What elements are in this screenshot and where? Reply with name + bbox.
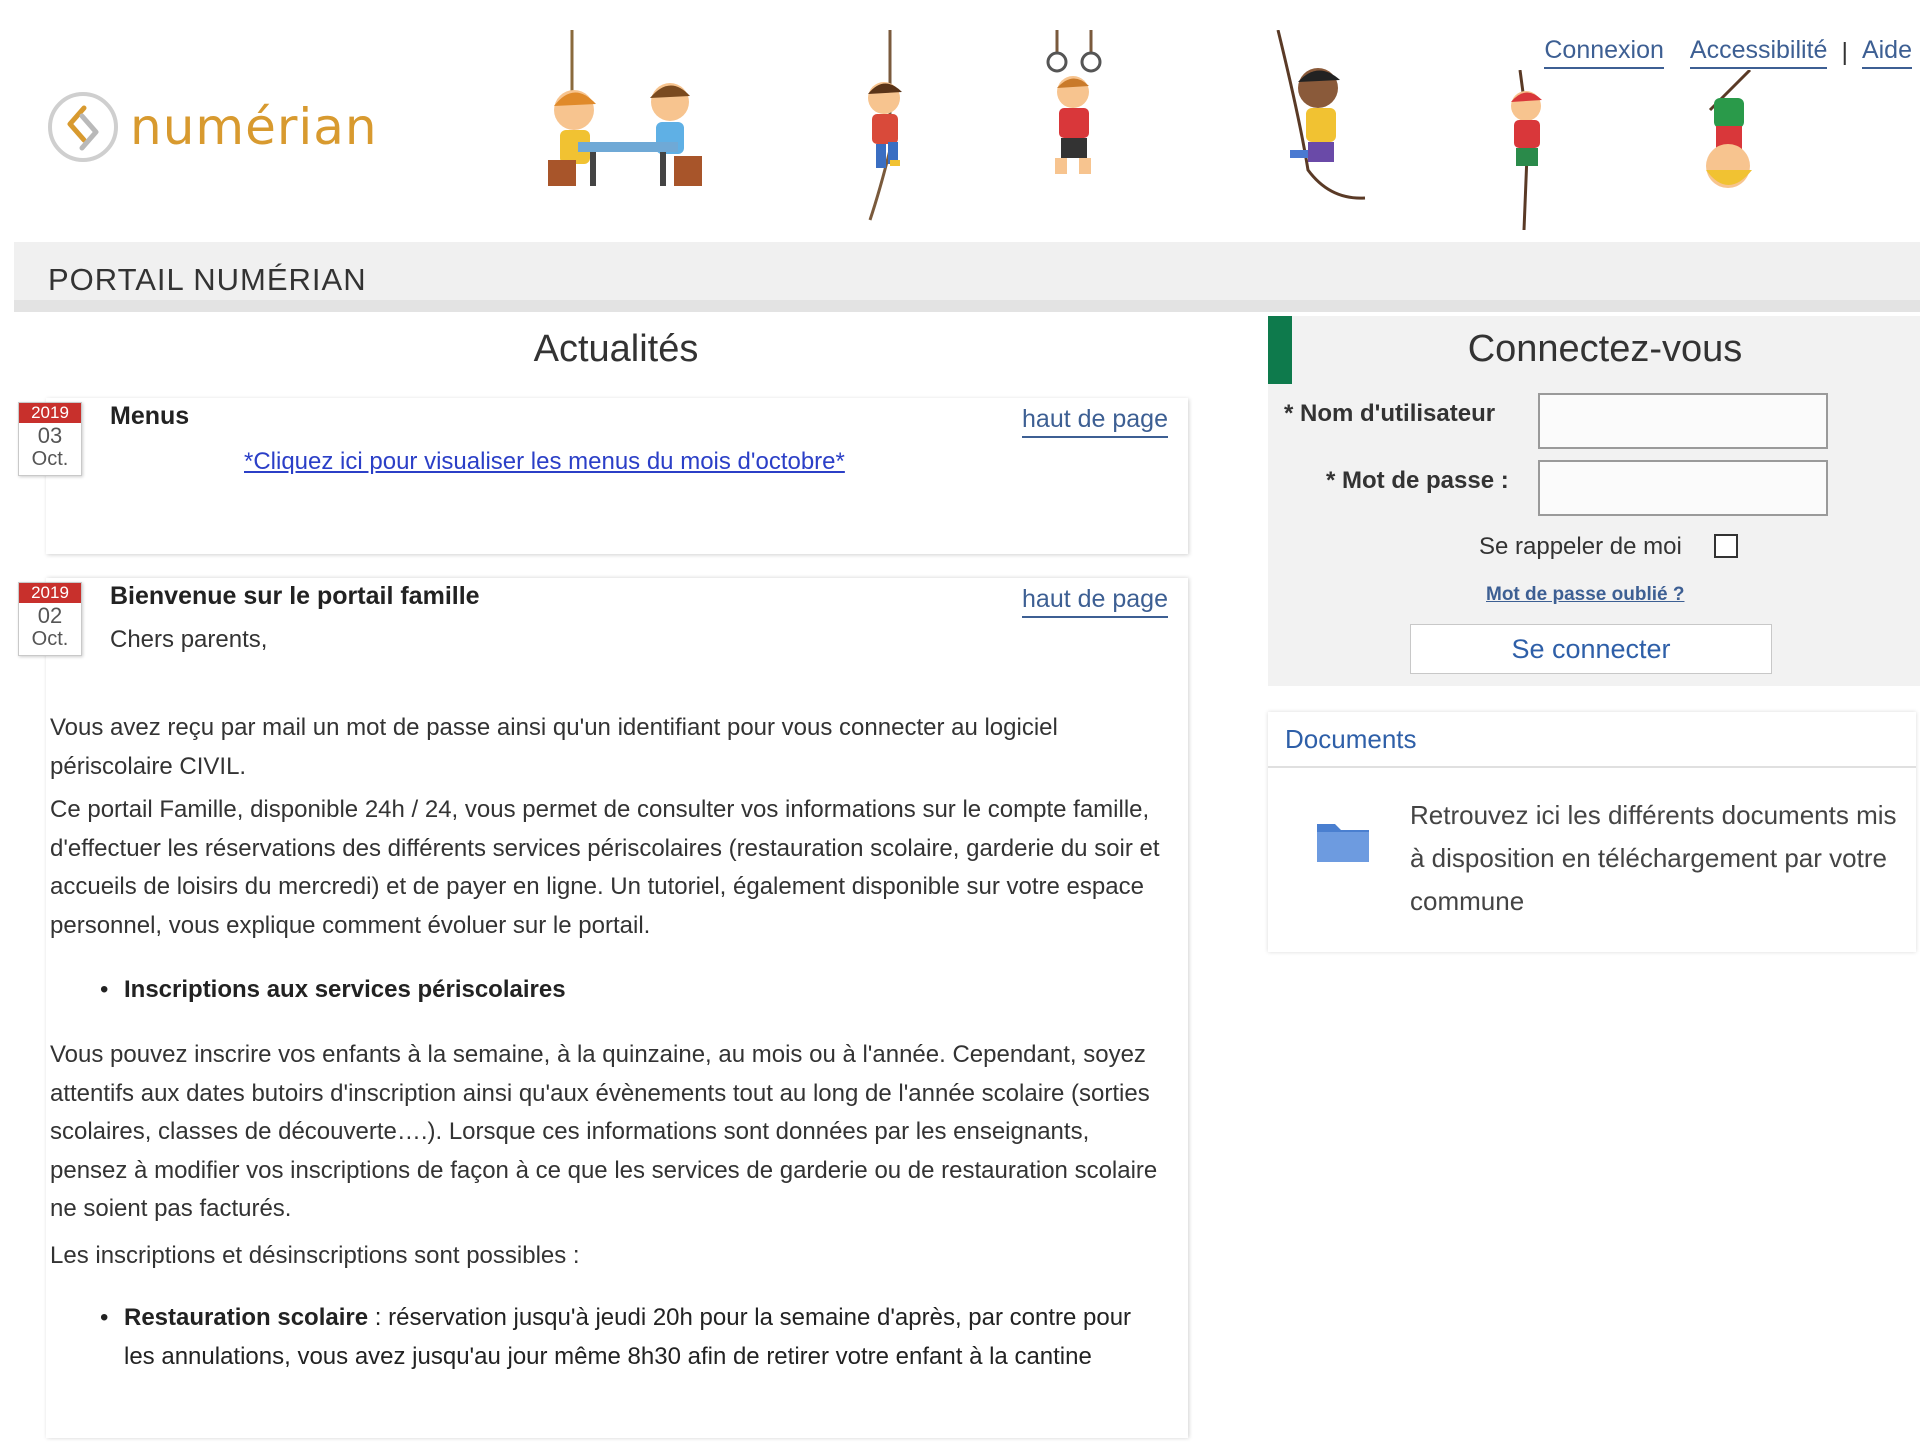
paragraph: Ce portail Famille, disponible 24h / 24, vous permet de consulter vos informations sur le compte famille, d'effectuer les réservations des différents services périscolaires (restauration scolaire, garderie du soir et accueils de loisirs du mercredi) et de payer en ligne. Un tutoriel, également disponible sur votre espace personnel, vous explique comment évoluer sur le portail. [50, 796, 1160, 939]
bullet-text: : réservation jusqu'à jeudi 20h pour la semaine d'après, par contre pour les annulations, vous avez jusqu'au jour même 8h30 afin de retirer votre enfant à la cantine [124, 1304, 1132, 1370]
greeting-text: Chers parents, [110, 626, 268, 653]
date-month: Oct. [31, 448, 69, 470]
portal-title: PORTAIL NUMÉRIAN [48, 262, 367, 297]
bullet-heading: Inscriptions aux services périscolaires [124, 976, 566, 1003]
link-separator: | [1841, 38, 1848, 66]
login-link[interactable]: Connexion [1544, 36, 1664, 69]
back-to-top-link[interactable]: haut de page [1022, 585, 1168, 618]
news-title: Bienvenue sur le portail famille [110, 582, 480, 610]
paragraph: Vous pouvez inscrire vos enfants à la semaine, à la quinzaine, au mois ou à l'année. Cependant, soyez attentifs aux dates butoirs d'inscription ainsi qu'aux évènements tout au long de l'année scolaire (sorties scolaires, classes de découverte….). Lorsque ces informations sont données par les enseignants, pensez à modifier vos inscriptions de façon à ce que les services de garderie ou de restauration scolaire ne soient pas facturés. [50, 1041, 1158, 1222]
documents-title[interactable]: Documents [1285, 724, 1417, 754]
logo-text: numérian [130, 98, 378, 156]
date-year: 2019 [19, 403, 81, 423]
username-input[interactable] [1538, 393, 1828, 449]
remember-me-checkbox[interactable] [1714, 534, 1738, 558]
top-links [1544, 36, 1912, 69]
paragraph: Les inscriptions et désinscriptions sont possibles : [50, 1242, 580, 1269]
news-heading: Actualités [533, 328, 699, 370]
news-title: Menus [110, 402, 190, 430]
date-day: 03 [37, 423, 63, 448]
date-year: 2019 [19, 583, 81, 603]
password-label: * Mot de passe : [1326, 467, 1509, 494]
kid-rope-small-illustration [1490, 70, 1570, 230]
help-link[interactable]: Aide [1862, 36, 1912, 69]
remember-me-label: Se rappeler de moi [1479, 533, 1682, 560]
date-badge [18, 402, 82, 476]
kid-rings-illustration [1035, 30, 1115, 185]
menus-link[interactable]: *Cliquez ici pour visualiser les menus du mois d'octobre* [244, 448, 845, 475]
login-heading: Connectez-vous [1467, 328, 1743, 370]
kid-rope-illustration [850, 30, 920, 225]
date-month: Oct. [31, 628, 69, 650]
login-accent-bar [1268, 316, 1292, 384]
forgot-password-link[interactable]: Mot de passe oublié ? [1486, 584, 1685, 605]
kids-eating-illustration [538, 30, 708, 190]
username-label: * Nom d'utilisateur [1284, 400, 1496, 427]
kid-climbing-illustration [1260, 30, 1370, 205]
site-header [0, 0, 1920, 238]
back-to-top-link[interactable]: haut de page [1022, 405, 1168, 438]
password-input[interactable] [1538, 460, 1828, 516]
bullet-item [124, 1299, 1144, 1376]
logo[interactable] [46, 90, 378, 164]
folder-icon[interactable] [1315, 818, 1371, 864]
date-badge [18, 582, 82, 656]
login-button[interactable]: Se connecter [1410, 624, 1772, 674]
documents-description: Retrouvez ici les différents documents mis à disposition en téléchargement par votre commune [1410, 800, 1897, 916]
date-day: 02 [37, 603, 63, 628]
news-item [46, 398, 1188, 554]
bullet-item [124, 971, 566, 1010]
logo-icon [46, 90, 120, 164]
bullet-heading: Restauration scolaire [124, 1304, 369, 1331]
kid-upside-down-illustration [1680, 70, 1780, 200]
accessibility-link[interactable]: Accessibilité [1690, 36, 1828, 69]
paragraph: Vous avez reçu par mail un mot de passe ainsi qu'un identifiant pour vous connecter au logiciel périscolaire CIVIL. [50, 714, 1058, 780]
portal-title-bar [14, 242, 1920, 312]
